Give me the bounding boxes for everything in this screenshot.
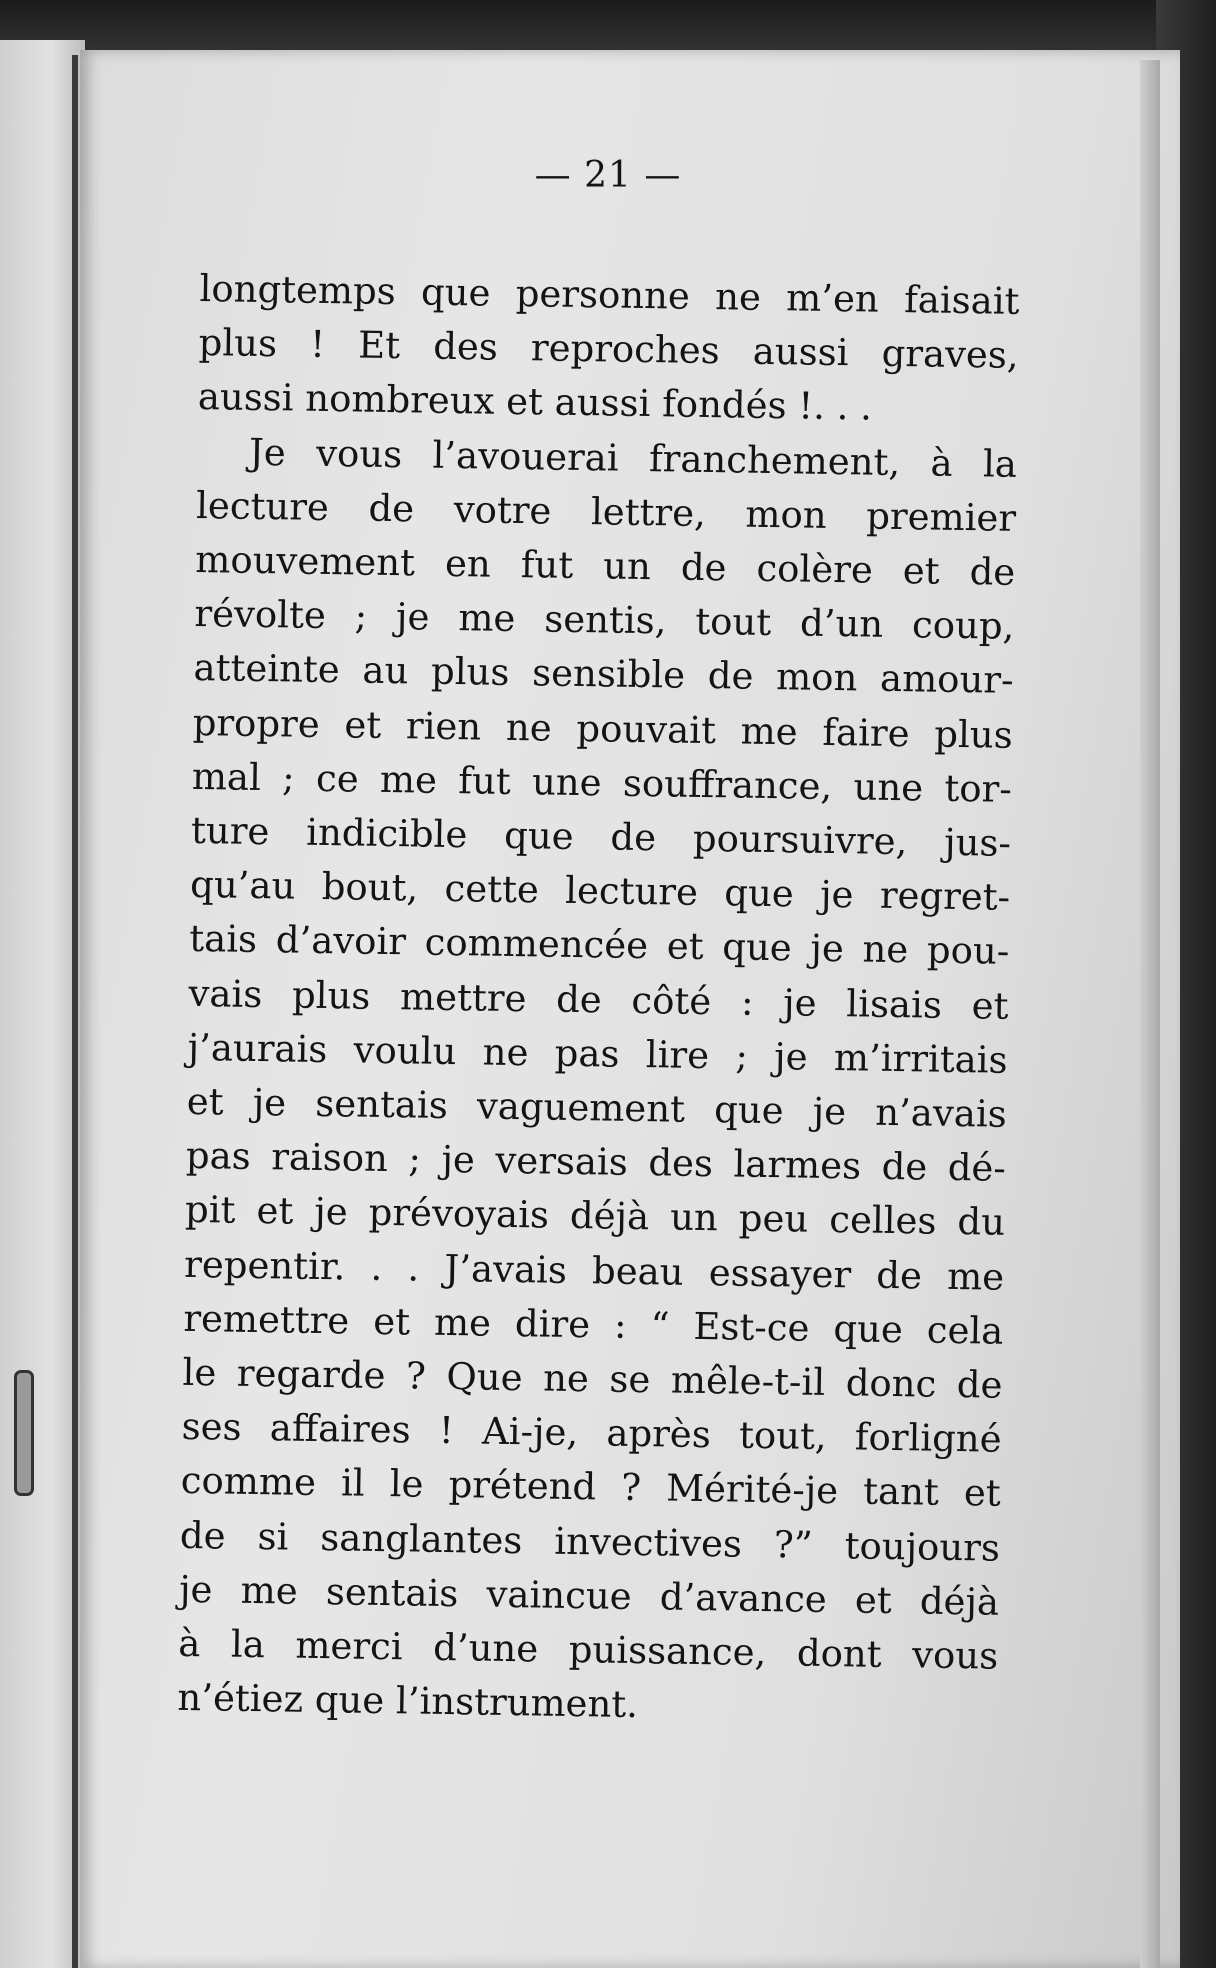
text-line: n’étiez que l’instrument. — [177, 1676, 639, 1727]
text-line: atteinte au plus sensible de mon amour- — [193, 646, 1014, 703]
text-line: et je sentais vaguement que je n’avais — [186, 1079, 1008, 1136]
text-line: ture indicible que de poursuivre, jus- — [190, 808, 1012, 865]
page-stack-edge — [1140, 60, 1160, 1968]
text-line: de si sanglantes invectives ?” toujours — [179, 1513, 1001, 1570]
text-line: mouvement en fut un de colère et de — [194, 537, 1016, 594]
body-text — [177, 262, 1020, 1738]
text-line: mal ; ce me fut une souffrance, une tor- — [191, 754, 1013, 811]
text-line: repentir. . . J’avais beau essayer de me — [183, 1242, 1005, 1299]
text-line: je me sentais vaincue d’avance et déjà — [178, 1567, 1000, 1624]
binding-staple — [14, 1370, 34, 1496]
text-line: pit et je prévoyais déjà un peu celles du — [184, 1188, 1006, 1245]
text-line: plus ! Et des reproches aussi graves, — [198, 321, 1019, 378]
text-line: propre et rien ne pouvait me faire plus — [192, 700, 1014, 757]
text-line: remettre et me dire : “ Est-ce que cela — [183, 1296, 1004, 1353]
text-line: ses affaires ! Ai-je, après tout, forligné — [181, 1405, 1002, 1461]
text-line: pas raison ; je versais des larmes de dé- — [185, 1134, 1007, 1191]
text-line: Je vous l’avouerai franchement, à la — [248, 430, 1018, 486]
page-number: — 21 — — [534, 155, 682, 196]
text-line: aussi nombreux et aussi fondés !. . . — [197, 375, 873, 429]
text-line: vais plus mettre de côté : je lisais et — [188, 971, 1009, 1028]
text-line: à la merci d’une puissance, dont vous — [177, 1621, 999, 1678]
text-line: le regarde ? Que ne se mêle-t-il donc de — [182, 1350, 1003, 1407]
text-line: longtemps que personne ne m’en faisait — [199, 266, 1020, 323]
book-spine — [72, 55, 78, 1968]
text-line: révolte ; je me sentis, tout d’un coup, — [194, 592, 1015, 649]
text-line: comme il le prétend ? Mérité-je tant et — [180, 1459, 1002, 1516]
text-line: tais d’avoir commencée et que je ne pou- — [189, 917, 1010, 974]
text-line: qu’au bout, cette lecture que je regret- — [189, 863, 1011, 920]
text-line: lecture de votre lettre, mon premier — [195, 483, 1017, 540]
text-line: j’aurais voulu ne pas lire ; je m’irritais — [187, 1025, 1008, 1082]
